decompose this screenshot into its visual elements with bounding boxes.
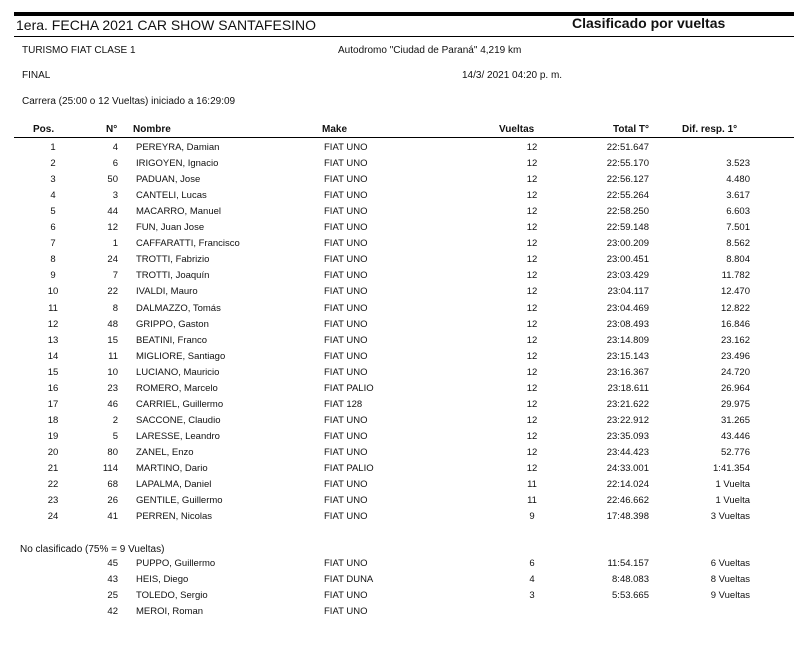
cell-make: FIAT UNO [324, 142, 368, 153]
table-row [0, 284, 800, 300]
col-laps: Vueltas [499, 124, 535, 135]
cell-driver: PEREYRA, Damian [136, 142, 220, 153]
cell-gap: 52.776 [720, 446, 750, 458]
cell-gap: 31.265 [720, 414, 750, 426]
cell-pos: 2 [50, 158, 56, 170]
cell-number: 80 [107, 446, 118, 458]
cell-total-time: 22:46.662 [606, 495, 649, 507]
cell-number: 26 [107, 495, 118, 507]
cell-total-time: 23:15.143 [606, 350, 649, 362]
table-row [0, 317, 800, 333]
cell-driver: PADUAN, Jose [136, 174, 201, 186]
cell-total-time: 23:08.493 [606, 318, 649, 330]
cell-laps: 12 [526, 318, 538, 330]
cell-laps: 12 [526, 238, 538, 250]
cell-laps: 12 [526, 350, 538, 362]
cell-pos: 20 [47, 446, 59, 458]
col-name: Nombre [133, 124, 171, 135]
cell-gap: 1 Vuelta [715, 479, 750, 491]
table-row [0, 301, 800, 317]
cell-number: 8 [112, 302, 118, 314]
cell-make: FIAT UNO [324, 238, 368, 250]
cell-make: FIAT UNO [324, 558, 368, 569]
cell-laps: 12 [526, 382, 538, 394]
cell-pos: 22 [47, 479, 59, 491]
cell-pos: 9 [50, 270, 56, 282]
report-type: Clasificado por vueltas [572, 15, 726, 31]
cell-pos: 11 [48, 302, 58, 314]
cell-gap: 6 Vueltas [710, 558, 750, 569]
cell-driver: PERREN, Nicolas [136, 511, 213, 523]
cell-driver: MIGLIORE, Santiago [136, 350, 226, 362]
cell-driver: CAFFARATTI, Francisco [136, 238, 240, 250]
cell-number: 12 [107, 222, 118, 234]
cell-pos: 16 [47, 382, 59, 394]
cell-gap: 29.975 [720, 398, 750, 410]
cell-laps: 12 [526, 174, 538, 186]
cell-laps: 12 [526, 142, 538, 153]
cell-make: FIAT 128 [324, 398, 363, 410]
cell-driver: LUCIANO, Mauricio [136, 366, 220, 378]
cell-number: 11 [108, 350, 118, 362]
cell-gap: 8.804 [726, 254, 750, 266]
table-row [0, 236, 800, 252]
cell-laps: 6 [529, 558, 535, 569]
cell-make: FIAT UNO [324, 511, 368, 523]
cell-number: 50 [107, 174, 118, 186]
cell-gap: 1:41.354 [713, 463, 750, 474]
cell-total-time: 23:22.912 [606, 414, 649, 426]
cell-driver: MEROI, Roman [136, 606, 204, 618]
cell-laps: 9 [529, 511, 535, 523]
table-row [0, 365, 800, 381]
cell-gap: 7.501 [726, 222, 750, 234]
cell-driver: FUN, Juan Jose [136, 222, 205, 234]
cell-gap: 3 Vueltas [710, 511, 750, 523]
cell-make: FIAT UNO [324, 302, 368, 314]
cell-number: 7 [112, 270, 118, 282]
cell-make: FIAT UNO [324, 190, 368, 202]
cell-driver: HEIS, Diego [136, 574, 189, 586]
cell-gap: 24.720 [720, 366, 750, 378]
event-title: 1era. FECHA 2021 CAR SHOW SANTAFESINO [16, 17, 317, 33]
cell-make: FIAT UNO [324, 366, 368, 378]
cell-laps: 3 [529, 590, 535, 602]
cell-make: FIAT UNO [324, 495, 368, 507]
cell-total-time: 23:44.423 [606, 446, 649, 458]
cell-gap: 4.480 [726, 174, 750, 186]
cell-make: FIAT UNO [324, 318, 368, 330]
cell-driver: BEATINI, Franco [136, 334, 208, 346]
cell-number: 42 [107, 606, 118, 618]
table-header-rule [14, 137, 794, 138]
cell-pos: 19 [47, 430, 59, 442]
cell-laps: 4 [529, 574, 535, 586]
cell-number: 48 [107, 318, 118, 330]
cell-laps: 12 [526, 158, 538, 170]
cell-total-time: 22:14.024 [606, 479, 649, 491]
cell-total-time: 24:33.001 [606, 463, 649, 474]
cell-pos: 14 [47, 350, 59, 362]
cell-number: 45 [107, 558, 118, 569]
cell-gap: 11.782 [721, 270, 750, 282]
table-row [0, 604, 800, 620]
cell-number: 44 [107, 206, 118, 218]
cell-driver: GRIPPO, Gaston [136, 318, 209, 330]
cell-total-time: 22:58.250 [606, 206, 649, 218]
cell-driver: MACARRO, Manuel [136, 206, 221, 218]
cell-laps: 11 [527, 495, 537, 507]
cell-laps: 12 [526, 222, 538, 234]
table-row [0, 429, 800, 445]
cell-make: FIAT UNO [324, 158, 368, 170]
cell-gap: 12.822 [720, 302, 750, 314]
cell-make: FIAT UNO [324, 350, 368, 362]
cell-number: 25 [107, 590, 118, 602]
cell-make: FIAT DUNA [324, 574, 374, 586]
cell-number: 5 [112, 430, 118, 442]
cell-gap: 8 Vueltas [710, 574, 750, 586]
cell-pos: 10 [47, 286, 59, 298]
circuit-label: Autodromo "Ciudad de Paraná" 4,219 km [338, 45, 522, 56]
cell-driver: MARTINO, Dario [136, 463, 208, 474]
race-info: Carrera (25:00 o 12 Vueltas) iniciado a 16:29:09 [22, 96, 236, 107]
table-row [0, 493, 800, 509]
cell-driver: ROMERO, Marcelo [136, 382, 218, 394]
col-make: Make [322, 124, 348, 135]
table-row [0, 349, 800, 365]
cell-number: 43 [107, 574, 118, 586]
table-row [0, 381, 800, 397]
cell-driver: IVALDI, Mauro [136, 286, 198, 298]
col-diff: Dif. resp. 1° [682, 124, 738, 135]
cell-pos: 21 [47, 463, 59, 474]
cell-laps: 11 [527, 479, 537, 491]
table-row [0, 413, 800, 429]
cell-number: 15 [107, 334, 118, 346]
table-row [0, 333, 800, 349]
session-label: FINAL [22, 70, 51, 81]
cell-make: FIAT UNO [324, 414, 368, 426]
cell-pos: 12 [47, 318, 59, 330]
cell-pos: 24 [47, 511, 59, 523]
cell-make: FIAT UNO [324, 286, 368, 298]
cell-laps: 12 [526, 414, 538, 426]
table-row [0, 461, 800, 477]
cell-total-time: 23:04.469 [606, 302, 649, 314]
cell-make: FIAT UNO [324, 206, 368, 218]
cell-number: 4 [112, 142, 118, 153]
cell-make: FIAT UNO [324, 254, 368, 266]
cell-number: 6 [112, 158, 118, 170]
cell-driver: SACCONE, Claudio [136, 414, 221, 426]
table-row [0, 172, 800, 188]
cell-pos: 23 [47, 495, 59, 507]
cell-number: 46 [107, 398, 118, 410]
cell-total-time: 23:03.429 [606, 270, 649, 282]
cell-laps: 12 [526, 463, 538, 474]
cell-laps: 12 [526, 190, 538, 202]
table-row [0, 572, 800, 588]
table-row [0, 268, 800, 284]
table-row [0, 156, 800, 172]
cell-number: 1 [112, 238, 118, 250]
cell-number: 23 [107, 382, 118, 394]
cell-laps: 12 [526, 398, 538, 410]
cell-number: 41 [107, 511, 118, 523]
cell-make: FIAT UNO [324, 222, 368, 234]
table-row [0, 477, 800, 493]
cell-gap: 6.603 [726, 206, 750, 218]
cell-driver: TROTTI, Joaquín [136, 270, 210, 282]
cell-total-time: 22:55.170 [606, 158, 649, 170]
cell-make: FIAT PALIO [324, 382, 374, 394]
cell-gap: 3.617 [726, 190, 750, 202]
cell-number: 24 [107, 254, 118, 266]
cell-total-time: 23:14.809 [606, 334, 649, 346]
cell-total-time: 23:21.622 [606, 398, 649, 410]
cell-driver: IRIGOYEN, Ignacio [136, 158, 219, 170]
cell-total-time: 23:18.611 [607, 382, 649, 394]
cell-total-time: 23:35.093 [606, 430, 649, 442]
cell-make: FIAT UNO [324, 270, 368, 282]
table-row [0, 588, 800, 604]
cell-total-time: 22:51.647 [606, 142, 649, 153]
table-row [0, 397, 800, 413]
cell-total-time: 22:55.264 [606, 190, 649, 202]
cell-number: 68 [107, 479, 118, 491]
datetime-label: 14/3/ 2021 04:20 p. m. [462, 70, 563, 81]
cell-driver: PUPPO, Guillermo [136, 558, 216, 569]
cell-pos: 1 [50, 142, 56, 153]
cell-total-time: 11:54.157 [607, 558, 649, 569]
cell-number: 10 [107, 366, 118, 378]
cell-total-time: 17:48.398 [606, 511, 649, 523]
cell-gap: 8.562 [726, 238, 750, 250]
table-row [0, 445, 800, 461]
cell-total-time: 8:48.083 [612, 574, 649, 586]
cell-total-time: 5:53.665 [612, 590, 649, 602]
col-num: N° [106, 124, 118, 135]
table-row [0, 252, 800, 268]
cell-number: 114 [102, 463, 118, 474]
cell-laps: 12 [526, 446, 538, 458]
category-label: TURISMO FIAT CLASE 1 [22, 45, 136, 56]
cell-driver: DALMAZZO, Tomás [136, 302, 221, 314]
cell-total-time: 23:04.117 [607, 286, 649, 298]
cell-laps: 12 [526, 366, 538, 378]
cell-gap: 3.523 [726, 158, 750, 170]
cell-gap: 23.162 [720, 334, 750, 346]
cell-pos: 4 [50, 190, 56, 202]
cell-gap: 1 Vuelta [715, 495, 750, 507]
cell-make: FIAT UNO [324, 479, 368, 491]
cell-make: FIAT UNO [324, 606, 368, 618]
table-row [0, 509, 800, 525]
cell-pos: 15 [47, 366, 59, 378]
cell-driver: CARRIEL, Guillermo [136, 398, 224, 410]
cell-make: FIAT PALIO [324, 463, 374, 474]
cell-pos: 6 [50, 222, 56, 234]
table-row [0, 204, 800, 220]
cell-pos: 17 [47, 398, 59, 410]
cell-pos: 8 [50, 254, 56, 266]
cell-driver: TROTTI, Fabrizio [136, 254, 210, 266]
header-rule [14, 36, 794, 37]
col-pos: Pos. [33, 124, 55, 135]
table-row [0, 188, 800, 204]
cell-number: 3 [112, 190, 118, 202]
cell-laps: 12 [526, 334, 538, 346]
cell-pos: 13 [47, 334, 59, 346]
cell-total-time: 22:56.127 [606, 174, 649, 186]
cell-make: FIAT UNO [324, 430, 368, 442]
cell-total-time: 23:16.367 [606, 366, 649, 378]
cell-number: 22 [107, 286, 118, 298]
cell-make: FIAT UNO [324, 446, 368, 458]
cell-pos: 18 [47, 414, 59, 426]
not-classified-label: No clasificado (75% = 9 Vueltas) [20, 544, 165, 555]
table-row [0, 220, 800, 236]
cell-driver: LAPALMA, Daniel [136, 479, 212, 491]
cell-laps: 12 [526, 430, 538, 442]
cell-driver: TOLEDO, Sergio [136, 590, 208, 602]
cell-make: FIAT UNO [324, 334, 368, 346]
cell-pos: 3 [50, 174, 56, 186]
cell-gap: 26.964 [720, 382, 750, 394]
cell-gap: 23.496 [720, 350, 750, 362]
cell-laps: 12 [526, 270, 538, 282]
cell-gap: 12.470 [720, 286, 750, 298]
cell-total-time: 23:00.209 [606, 238, 649, 250]
table-row [0, 556, 800, 572]
cell-laps: 12 [526, 206, 538, 218]
cell-make: FIAT UNO [324, 174, 368, 186]
cell-make: FIAT UNO [324, 590, 368, 602]
cell-total-time: 22:59.148 [606, 222, 649, 234]
cell-laps: 12 [526, 254, 538, 266]
cell-pos: 5 [50, 206, 56, 218]
cell-driver: GENTILE, Guillermo [136, 495, 223, 507]
cell-laps: 12 [526, 286, 538, 298]
cell-total-time: 23:00.451 [606, 254, 649, 266]
col-total: Total T° [613, 124, 650, 135]
cell-gap: 16.846 [720, 318, 750, 330]
cell-driver: CANTELI, Lucas [136, 190, 207, 202]
cell-gap: 43.446 [720, 430, 750, 442]
cell-gap: 9 Vueltas [710, 590, 750, 602]
cell-driver: ZANEL, Enzo [136, 446, 194, 458]
cell-driver: LARESSE, Leandro [136, 430, 220, 442]
table-row [0, 140, 800, 156]
cell-laps: 12 [526, 302, 538, 314]
cell-pos: 7 [50, 238, 56, 250]
cell-number: 2 [112, 414, 118, 426]
